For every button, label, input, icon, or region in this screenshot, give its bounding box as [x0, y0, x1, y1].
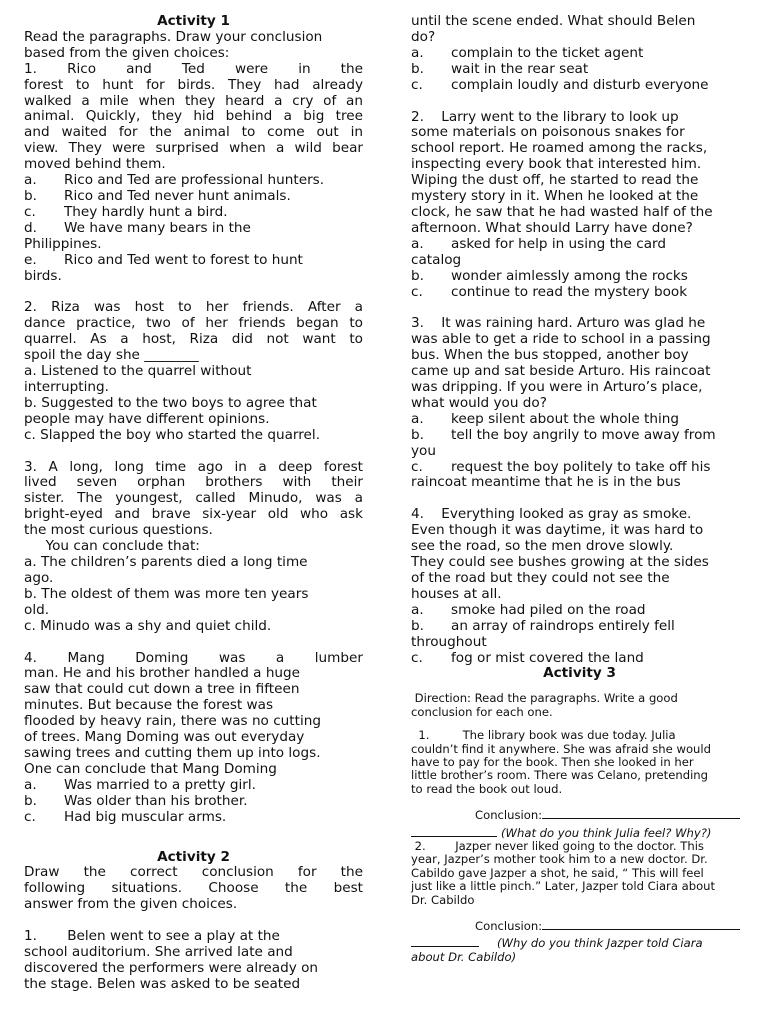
choice-option: c. Slapped the boy who started the quarrel.: [24, 426, 321, 443]
choice-option: a. Rico and Ted are professional hunters.: [24, 172, 325, 189]
paragraph-line: 4. Everything looked as gray as smoke.: [411, 506, 692, 523]
paragraph-line: some materials on poisonous snakes for: [411, 124, 685, 141]
choice-option-continued: people may have different opinions.: [24, 410, 270, 427]
choice-option: c. request the boy politely to take off his: [411, 458, 711, 475]
paragraph-line: mystery story in it. When he looked at the: [411, 188, 699, 205]
paragraph-line: man. He and his brother handled a huge: [24, 665, 301, 682]
paragraph-line: minutes. But because the forest was: [24, 697, 274, 714]
paragraph-line: 2. Larry went to the library to look up: [411, 108, 679, 125]
paragraph-line: inspecting every book that interested him.: [411, 156, 702, 173]
paragraph-line: until the scene ended. What should Belen: [411, 13, 696, 29]
paragraph-line: quarrel. As a host, Riza did not want to: [24, 331, 363, 348]
left-column: [24, 14, 363, 993]
choice-option: a. The children’s parents died a long time: [24, 554, 308, 570]
activity-3-direction: conclusion for each one.: [411, 704, 553, 719]
paragraph-line: do?: [411, 28, 436, 45]
choice-option: a. keep silent about the whole thing: [411, 410, 679, 427]
conclusion-blank[interactable]: [411, 938, 479, 947]
activity-1-direction: Read the paragraphs. Draw your conclusion: [24, 28, 323, 45]
choice-option: c. Minudo was a shy and quiet child.: [24, 617, 272, 634]
paragraph-line: what would you do?: [411, 394, 547, 411]
choice-option: a. Was married to a pretty girl.: [24, 776, 256, 793]
paragraph-line: and waited for the animal to come out in: [24, 124, 363, 141]
choice-option-continued: birds.: [24, 267, 62, 284]
choice-option: b. The oldest of them was more ten years: [24, 585, 309, 602]
paragraph-line: forest to hunt for birds. They had already: [24, 76, 363, 93]
paragraph-line: Even though it was daytime, it was hard to: [411, 522, 704, 539]
conclusion-hint: about Dr. Cabildo): [411, 949, 517, 964]
paragraph-line: lived seven orphan brothers with their: [24, 474, 363, 491]
paragraph-line: 1. Rico and Ted were in the: [24, 60, 363, 77]
choice-option: c. Had big muscular arms.: [24, 808, 227, 825]
choice-option: b. Rico and Ted never hunt animals.: [24, 187, 291, 204]
hint-row: [411, 827, 748, 840]
activity-1-direction: based from the given choices:: [24, 44, 230, 61]
paragraph-line: walked a mile when they heard a cry of an: [24, 92, 363, 109]
choice-option-continued: old.: [24, 601, 50, 618]
paragraph-line: was dripping. If you were in Arturo’s place,: [411, 379, 703, 396]
choice-option-continued: Philippines.: [24, 235, 102, 252]
choice-option: a. smoke had piled on the road: [411, 601, 646, 618]
right-column: [411, 14, 748, 964]
choice-option-continued: interrupting.: [24, 378, 109, 395]
choice-option-continued: raincoat meantime that he is in the bus: [411, 474, 681, 491]
activity-2-direction: following situations. Choose the best: [24, 880, 363, 897]
choice-option: c. complain loudly and disturb everyone: [411, 76, 709, 93]
choice-option: a. Listened to the quarrel without: [24, 363, 252, 380]
paragraph-line: year, Jazper’s mother took him to a new doctor. Dr.: [411, 852, 708, 867]
paragraph-line: of the road but they could not see the: [411, 570, 670, 586]
paragraph-line: 3. It was raining hard. Arturo was glad he: [411, 315, 706, 332]
paragraph-line: afternoon. What should Larry have done?: [411, 219, 693, 236]
paragraph-line: came up and sat beside Arturo. His raincoat: [411, 363, 711, 380]
paragraph-line: bus. When the bus stopped, another boy: [411, 347, 689, 364]
paragraph-line: 4. Mang Doming was a lumber: [24, 649, 363, 666]
paragraph-line: the stage. Belen was asked to be seated: [24, 975, 301, 992]
choice-option: b. wait in the rear seat: [411, 60, 589, 77]
activity-2-title: Activity 2: [157, 848, 230, 865]
paragraph-line: see the road, so the men drove slowly.: [411, 538, 674, 555]
choice-option-continued: you: [411, 442, 436, 459]
paragraph-line: Wiping the dust off, he started to read the: [411, 172, 699, 189]
conclusion-hint: (Why do you think Jazper told Ciara: [497, 936, 703, 951]
choice-option: a. complain to the ticket agent: [411, 44, 644, 61]
paragraph-line: have to pay for the book. Then she looked in her: [411, 754, 694, 769]
paragraph-line: spoil the day she ________: [24, 347, 199, 364]
conclusion-hint: (What do you think Julia feel? Why?): [501, 825, 712, 840]
paragraph-line: Cabildo gave Jazper a shot, he said, “ This will feel: [411, 865, 704, 880]
choice-option: b. Suggested to the two boys to agree that: [24, 394, 317, 411]
paragraph-line: dance practice, two of her friends began to: [24, 315, 363, 332]
choice-option: b. an array of raindrops entirely fell: [411, 617, 675, 634]
activity-2-direction: answer from the given choices.: [24, 896, 238, 913]
paragraph-line: the most curious questions.: [24, 522, 213, 539]
choice-option-continued: ago.: [24, 569, 54, 586]
choice-option: c. continue to read the mystery book: [411, 283, 688, 300]
choice-option: b. wonder aimlessly among the rocks: [411, 267, 688, 284]
paragraph-line: just like a little pinch.” Later, Jazper told Ciara about: [411, 879, 716, 894]
paragraph-line: animal. Quickly, they hid behind a big tree: [24, 108, 363, 125]
paragraph-line: They could see bushes growing at the sides: [411, 554, 709, 571]
paragraph-line: 3. A long, long time ago in a deep forest: [24, 458, 363, 475]
paragraph-line: Dr. Cabildo: [411, 892, 475, 907]
choice-option: c. fog or mist covered the land: [411, 649, 644, 666]
paragraph-line: houses at all.: [411, 585, 502, 602]
choice-option-continued: catalog: [411, 251, 462, 268]
conclusion-blank[interactable]: [542, 917, 740, 930]
activity-1-title: Activity 1: [157, 13, 230, 29]
choice-option: e. Rico and Ted went to forest to hunt: [24, 251, 303, 268]
paragraph-line: One can conclude that Mang Doming: [24, 760, 277, 777]
conclusion-blank[interactable]: [411, 828, 497, 837]
activity-2-direction: Draw the correct conclusion for the: [24, 864, 363, 881]
paragraph-line: view. They were surprised when a wild bear: [24, 140, 363, 157]
paragraph-line: discovered the performers were already on: [24, 959, 319, 976]
activity-3-title: Activity 3: [543, 665, 616, 682]
paragraph-line: bright-eyed and brave six-year old who ask: [24, 506, 363, 523]
paragraph-line: school auditorium. She arrived late and: [24, 944, 293, 961]
paragraph-line: couldn’t find it anywhere. She was afraid she would: [411, 741, 711, 756]
paragraph-line: to read the book out loud.: [411, 781, 563, 796]
paragraph-line: was able to get a ride to school in a passing: [411, 331, 711, 348]
paragraph-line: moved behind them.: [24, 156, 166, 173]
paragraph-line: 1. The library book was due today. Julia: [411, 728, 676, 743]
paragraph-line: saw that could cut down a tree in fifteen: [24, 681, 300, 698]
paragraph-line: sister. The youngest, called Minudo, was a: [24, 490, 363, 507]
paragraph-line: You can conclude that:: [24, 538, 200, 555]
paragraph-line: clock, he saw that he had wasted half of the: [411, 203, 713, 220]
paragraph-line: little brother’s room. There was Celano, pretending: [411, 768, 708, 783]
paragraph-line: sawing trees and cutting them up into logs.: [24, 744, 321, 761]
choice-option-continued: throughout: [411, 633, 487, 650]
choice-option: b. tell the boy angrily to move away from: [411, 426, 716, 443]
hint-row: [411, 937, 748, 950]
paragraph-line: of trees. Mang Doming was out everyday: [24, 729, 305, 746]
paragraph-line: flooded by heavy rain, there was no cutting: [24, 713, 321, 730]
conclusion-label: Conclusion:: [475, 919, 543, 934]
conclusion-blank[interactable]: [542, 806, 740, 819]
conclusion-row: [411, 917, 748, 933]
paragraph-line: 2. Jazper never liked going to the doctor. This: [411, 839, 704, 853]
conclusion-row: [411, 806, 748, 822]
paragraph-line: school report. He roamed among the racks,: [411, 140, 708, 157]
choice-option: b. Was older than his brother.: [24, 792, 248, 809]
conclusion-label: Conclusion:: [475, 808, 543, 823]
paragraph-line: 1. Belen went to see a play at the: [24, 928, 280, 945]
choice-option: a. asked for help in using the card: [411, 235, 666, 252]
choice-option: c. They hardly hunt a bird.: [24, 203, 228, 220]
activity-3-direction: Direction: Read the paragraphs. Write a good: [411, 691, 678, 706]
paragraph-line: 2. Riza was host to her friends. After a: [24, 299, 363, 316]
choice-option: d. We have many bears in the: [24, 219, 251, 236]
